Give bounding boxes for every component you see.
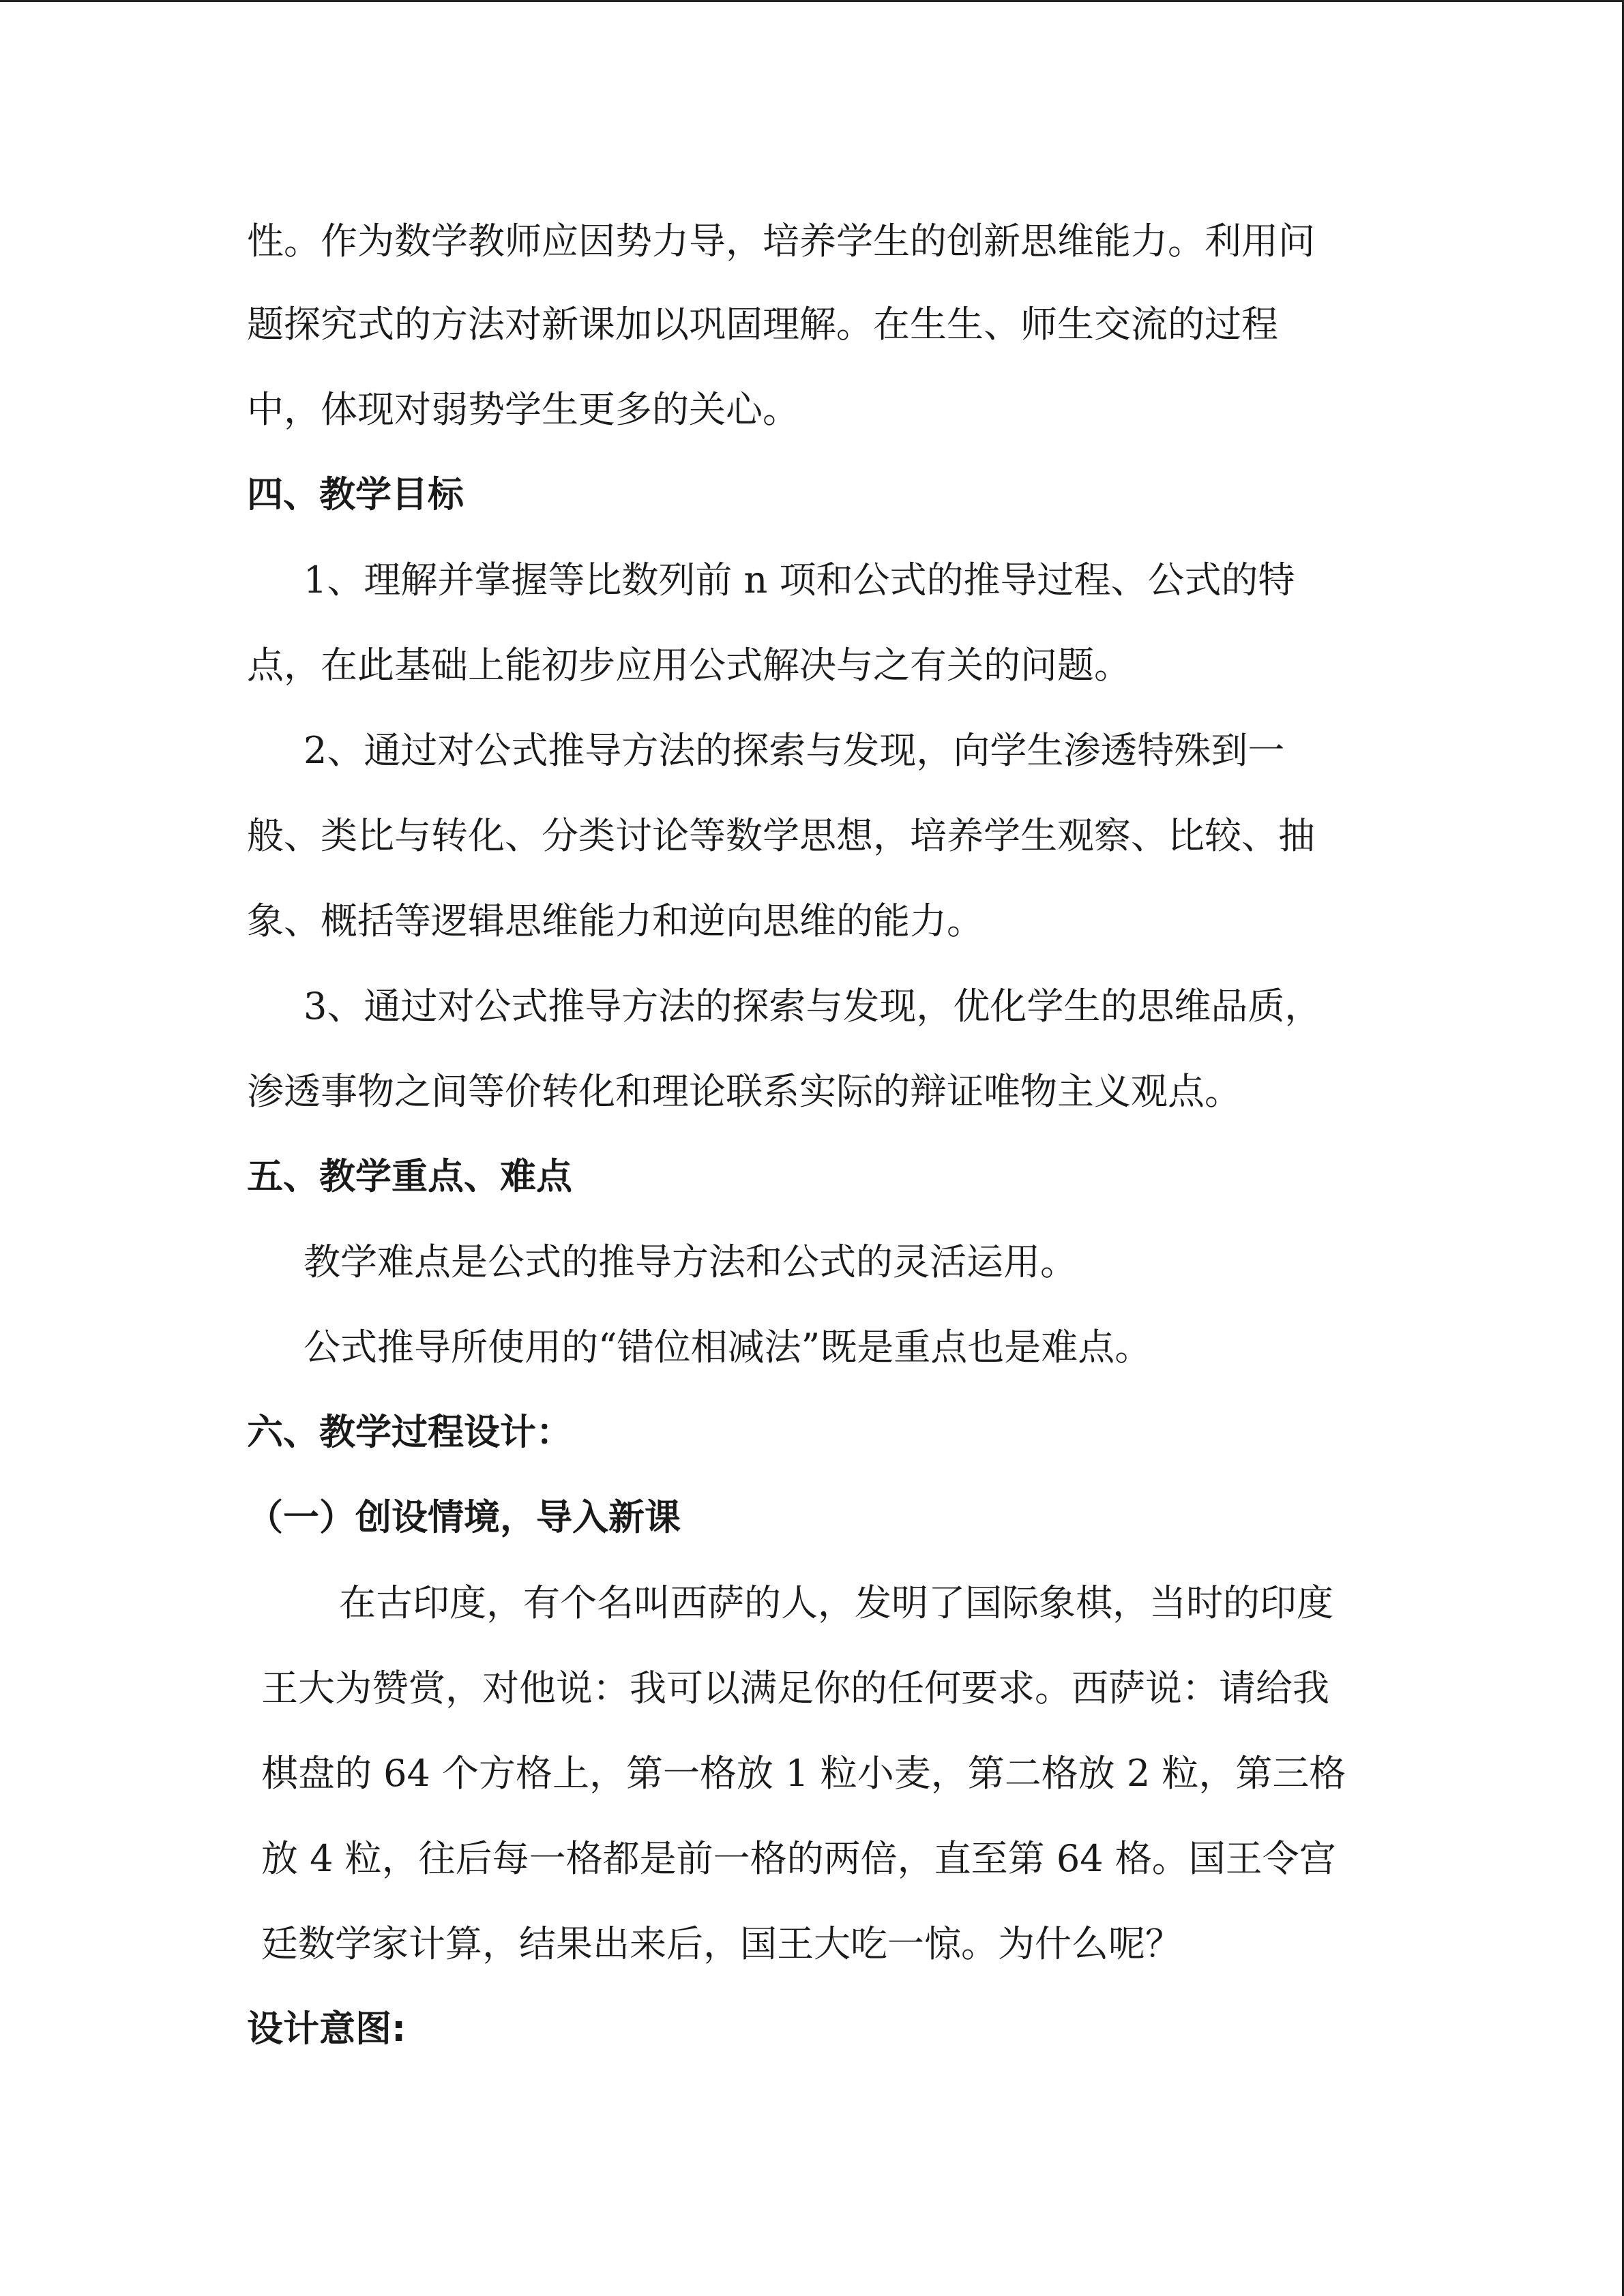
design-intent-heading: 设计意图: <box>247 2008 407 2050</box>
story-line-5: 廷数学家计算，结果出来后，国王大吃一惊。为什么呢？ <box>261 1922 1182 1965</box>
section-6-heading: 六、教学过程设计： <box>247 1412 572 1453</box>
goal-1-line-2: 点，在此基础上能初步应用公式解决与之有关的问题。 <box>247 644 1131 687</box>
goal-1-line-1: 1、理解并掌握等比数列前 n 项和公式的推导过程、公式的特 <box>304 558 1295 601</box>
intro-line-3: 中，体现对弱势学生更多的关心。 <box>247 388 799 431</box>
key-point-line-2: 公式推导所使用的“错位相减法”既是重点也是难点。 <box>304 1326 1152 1369</box>
story-line-3: 棋盘的 64 个方格上，第一格放 1 粒小麦，第二格放 2 粒，第三格 <box>261 1752 1346 1795</box>
key-point-line-1: 教学难点是公式的推导方法和公式的灵活运用。 <box>304 1240 1077 1283</box>
intro-line-1: 性。作为数学教师应因势力导，培养学生的创新思维能力。利用问 <box>247 220 1315 263</box>
goal-2-line-2: 般、类比与转化、分类讨论等数学思想，培养学生观察、比较、抽 <box>247 814 1315 857</box>
goal-3-line-1: 3、通过对公式推导方法的探索与发现，优化学生的思维品质， <box>304 985 1322 1028</box>
goal-3-line-2: 渗透事物之间等价转化和理论联系实际的辩证唯物主义观点。 <box>247 1070 1241 1113</box>
section-5-heading: 五、教学重点、难点 <box>247 1156 572 1197</box>
goal-2-line-1: 2、通过对公式推导方法的探索与发现，向学生渗透特殊到一 <box>304 729 1285 772</box>
story-line-4: 放 4 粒，往后每一格都是前一格的两倍，直至第 64 格。国王令宫 <box>261 1837 1336 1880</box>
intro-line-2: 题探究式的方法对新课加以巩固理解。在生生、师生交流的过程 <box>247 303 1278 346</box>
story-line-2: 王大为赞赏，对他说：我可以满足你的任何要求。西萨说：请给我 <box>261 1667 1329 1710</box>
section-4-heading: 四、教学目标 <box>247 474 464 516</box>
goal-2-line-3: 象、概括等逻辑思维能力和逆向思维的能力。 <box>247 899 984 942</box>
story-line-1: 在古印度，有个名叫西萨的人，发明了国际象棋，当时的印度 <box>339 1581 1333 1624</box>
section-6-subheading: （一）创设情境，导入新课 <box>247 1497 681 1538</box>
